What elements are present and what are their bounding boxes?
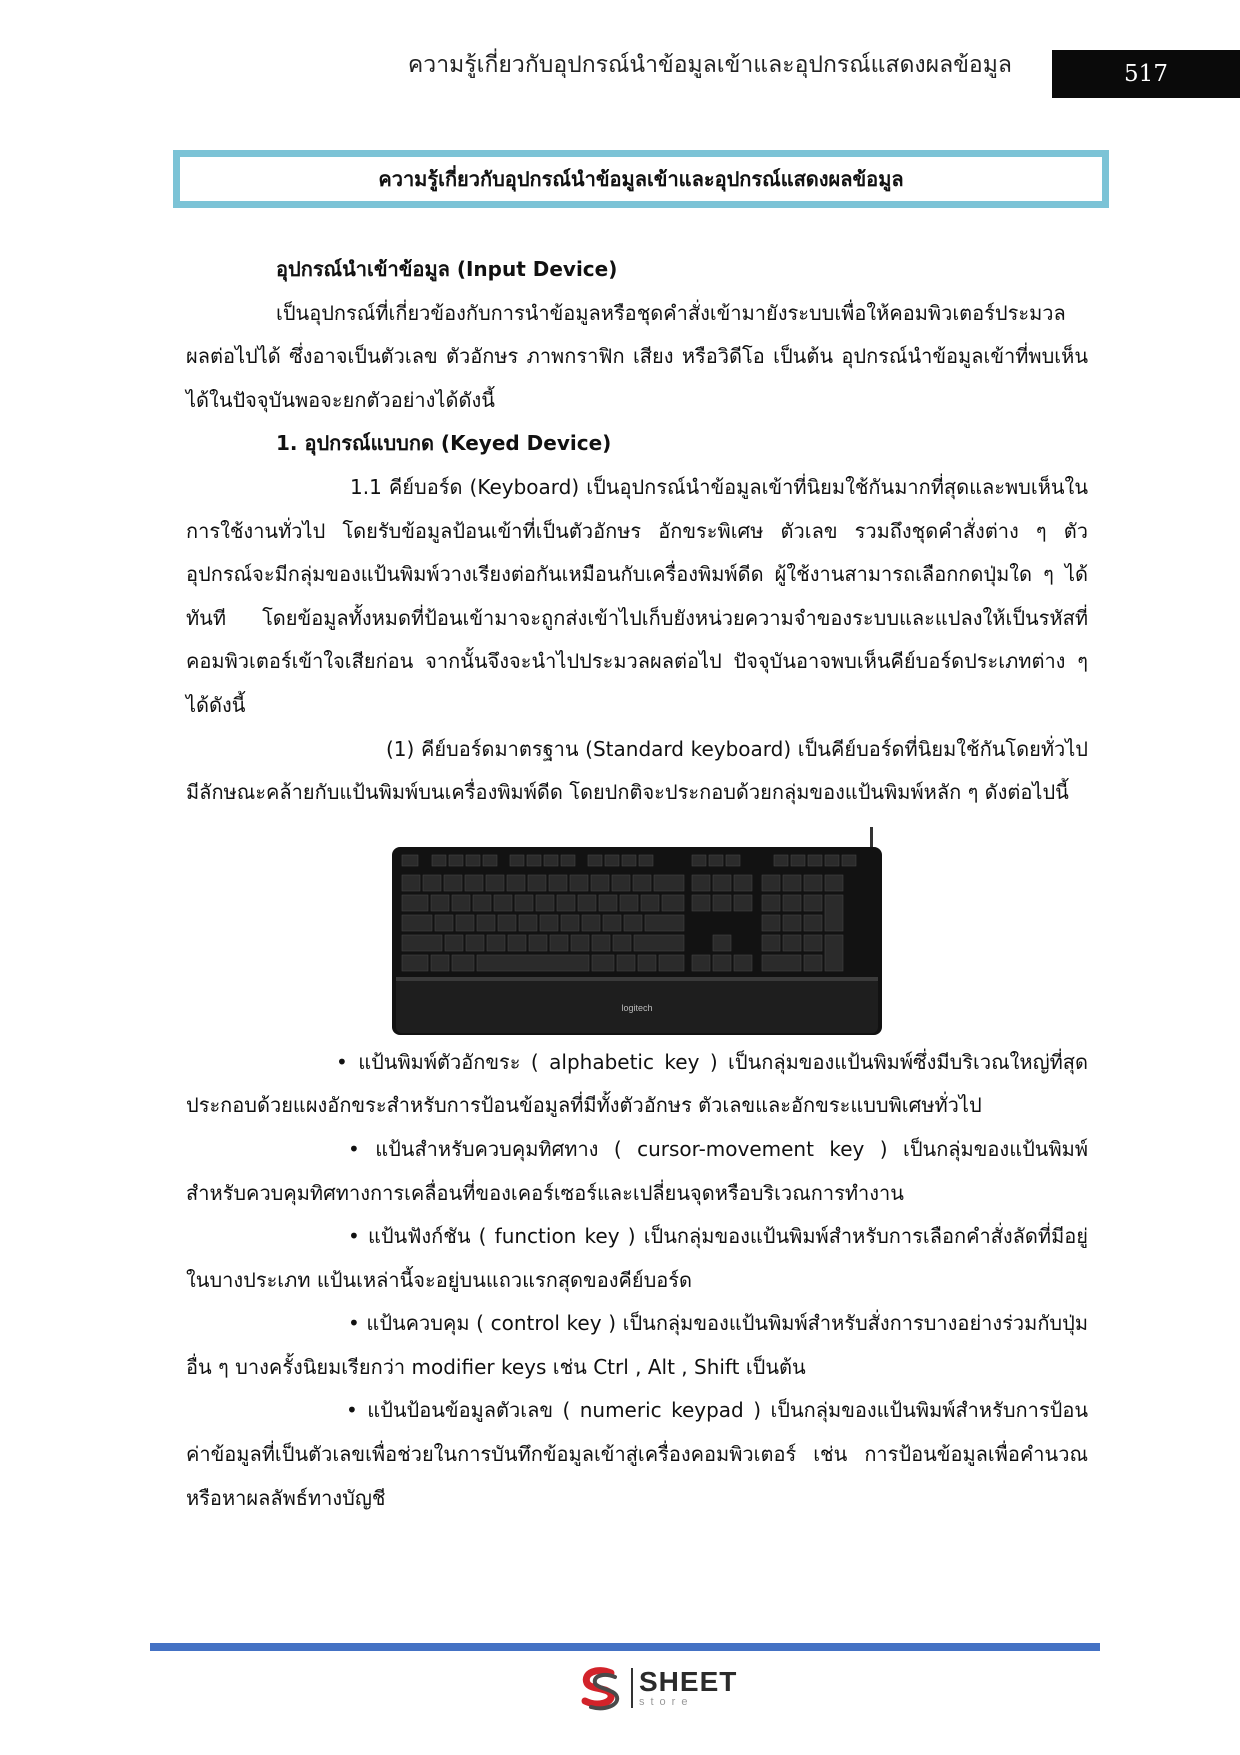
bullet-control-key: • แป้นควบคุม ( control key ) เป็นกลุ่มของแป้นพิมพ์สำหรับสั่งการบางอย่างร่วมกับปุ่มอื่น ๆ บางครั้งนิยมเรียกว่า modifier keys เช่น Ctrl , Alt , Shift เป็นต้น: [186, 1311, 1088, 1379]
page-header-title: ความรู้เกี่ยวกับอุปกรณ์นำข้อมูลเข้าและอุปกรณ์แสดงผลข้อมูล: [407, 52, 1012, 78]
keyboard-image: [392, 827, 882, 1035]
page-content: [186, 248, 1088, 1520]
paragraph-keyboard: 1.1 คีย์บอร์ด (Keyboard) เป็นอุปกรณ์นำข้อมูลเข้าที่นิยมใช้กันมากที่สุดและพบเห็นในการใช้งานทั่วไป โดยรับข้อมูลป้อนเข้าที่เป็นตัวอักษร อักขระพิเศษ ตัวเลข รวมถึงชุดคำสั่งต่าง ๆ ตัวอุปกรณ์จะมีกลุ่มของแป้นพิมพ์วางเรียงต่อกันเหมือนกับเครื่องพิมพ์ดีด ผู้ใช้งานสามารถเลือกกดปุ่มใด ๆ ได้ทันที โดยข้อมูลทั้งหมดที่ป้อนเข้ามาจะถูกส่งเข้าไปเก็บยังหน่วยความจำของระบบและแปลงให้เป็นรหัสที่คอมพิวเตอร์เข้าใจเสียก่อน จากนั้นจึงจะนำไปประมวลผลต่อไป ปัจจุบันอาจพบเห็นคีย์บอร์ดประเภทต่าง ๆ ได้ดังนี้: [186, 474, 1088, 717]
heading-keyed-device: 1. อุปกรณ์แบบกด (Keyed Device): [276, 431, 612, 456]
footer-logo: [575, 1660, 745, 1716]
logo-text-group: [639, 1668, 737, 1708]
footer-line: [150, 1643, 1100, 1651]
logo-sub: store: [639, 1696, 694, 1708]
paragraph-intro: เป็นอุปกรณ์ที่เกี่ยวข้องกับการนำข้อมูลหรือชุดคำสั่งเข้ามายังระบบเพื่อให้คอมพิวเตอร์ประมวลผลต่อไปได้ ซึ่งอาจเป็นตัวเลข ตัวอักษร ภาพกราฟิก เสียง หรือวิดีโอ เป็นต้น อุปกรณ์นำข้อมูลเข้าที่พบเห็นได้ในปัจจุบันพอจะยกตัวอย่างได้ดังนี้: [186, 300, 1088, 412]
bullet-numeric-keypad: • แป้นป้อนข้อมูลตัวเลข ( numeric keypad ) เป็นกลุ่มของแป้นพิมพ์สำหรับการป้อนค่าข้อมูลที่เป็นตัวเลขเพื่อช่วยในการบันทึกข้อมูลเข้าสู่เครื่องคอมพิวเตอร์ เช่น การป้อนข้อมูลเพื่อคำนวณหรือหาผลลัพธ์ทางบัญชี: [186, 1398, 1088, 1510]
keyboard-illustration: [392, 827, 882, 1035]
logo-word: SHEET: [639, 1666, 738, 1697]
bullet-alphabetic-key: • แป้นพิมพ์ตัวอักขระ ( alphabetic key ) เป็นกลุ่มของแป้นพิมพ์ซึ่งมีบริเวณใหญ่ที่สุด ประกอบด้วยแผงอักขระสำหรับการป้อนข้อมูลที่มีทั้งตัวอักษร ตัวเลขและอักขระแบบพิเศษทั่วไป: [186, 1049, 1088, 1118]
sheet-store-logo-icon: [575, 1663, 625, 1713]
logo-divider: [631, 1668, 633, 1708]
keyboard-brand-label: logitech: [621, 1002, 653, 1013]
page-number: 517: [1052, 50, 1240, 98]
section-title-box: [173, 150, 1109, 208]
bullet-cursor-movement-key: • แป้นสำหรับควบคุมทิศทาง ( cursor-movement key ) เป็นกลุ่มของแป้นพิมพ์สำหรับควบคุมทิศทางการเคลื่อนที่ของเคอร์เซอร์และเปลี่ยนจุดหรือบริเวณการทำงาน: [186, 1136, 1088, 1205]
bullet-function-key: • แป้นฟังก์ชัน ( function key ) เป็นกลุ่มของแป้นพิมพ์สำหรับการเลือกคำสั่งลัดที่มีอยู่ในบางประเภท แป้นเหล่านี้จะอยู่บนแถวแรกสุดของคีย์บอร์ด: [186, 1224, 1088, 1292]
paragraph-standard-keyboard: (1) คีย์บอร์ดมาตรฐาน (Standard keyboard) เป็นคีย์บอร์ดที่นิยมใช้กันโดยทั่วไป มีลักษณะคล้ายกับแป้นพิมพ์บนเครื่องพิมพ์ดีด โดยปกติจะประกอบด้วยกลุ่มของแป้นพิมพ์หลัก ๆ ดังต่อไปนี้: [186, 736, 1088, 805]
heading-input-device: อุปกรณ์นำเข้าข้อมูล (Input Device): [276, 257, 618, 281]
section-title: ความรู้เกี่ยวกับอุปกรณ์นำข้อมูลเข้าและอุปกรณ์แสดงผลข้อมูล: [187, 164, 1095, 194]
